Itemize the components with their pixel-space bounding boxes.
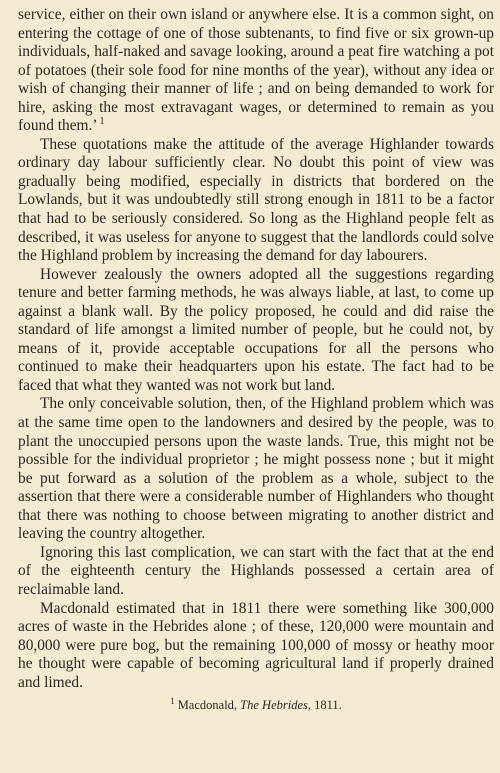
footnote-author: Macdonald, [177,698,238,713]
paragraph-6: Macdonald estimated that in 1811 there were something like 300,000 acres of waste in the Hebrides alone ; of these, 120,000 were mountain and 80,000 were pure bog, but the remaining 100,000 of mossy or heathy moor he thought were capable of becoming agricultural land if properly drained and limed. [18,599,494,691]
paragraph-3: However zealously the owners adopted all the suggestions regarding tenure and better farming methods, he was always liable, at last, to come up against a blank wall. By the policy proposed, he could and did raise the standard of life amongst a limited number of people, but he could not, by means of it, provide acceptable occupations for all the persons who continued to make their headquarters upon his estate. The fact had to be faced that what they wanted was not work but land. [18,265,494,394]
paragraph-5: Ignoring this last complication, we can start with the fact that at the end of the eighteenth century the Highlands possessed a certain area of reclaimable land. [18,543,494,598]
footnote-reference: 1 [99,116,105,128]
paragraph-4: The only conceivable solution, then, of the Highland problem which was at the same time open to the landowners and desired by the people, was to plant the unoccupied persons upon the waste lands. True, this might not be possible for the individual proprietor ; he might possess none ; but it might be put forward as a solution of the problem as a whole, subject to the assertion that there were a considerable number of Highlanders who thought that there was nothing to choose between migrating to another district and leaving the country altogether. [18,395,494,543]
footnote [18,697,494,713]
document-page [18,6,494,713]
paragraph-1-text: service, either on their own island or anywhere else. It is a common sight, on entering the cottage of one of those subtenants, to find five or six grown-up individuals, half-naked and savage looking, around a peat fire watching a pot of potatoes (their sole food for nine months of the year), without any idea or wish of changing their manner of life ; and on being demanded to work for hire, asking the most extravagant wages, or determined to remain as you found them.’ [18,6,494,135]
paragraph-2: These quotations make the attitude of the average Highlander towards ordinary day labour sufficiently clear. No doubt this point of view was gradually being modified, especially in districts that bordered on the Lowlands, but it was undoubtedly still strong enough in 1811 to be a factor that had to be seriously considered. So long as the Highland people felt as described, it was useless for anyone to suggest that the landlords could solve the Highland problem by increasing the demand for day labourers. [18,135,494,265]
footnote-year: 1811. [314,698,342,713]
footnote-marker: 1 [170,696,175,707]
paragraph-1 [18,6,494,136]
footnote-title: The Hebrides, [240,698,311,713]
